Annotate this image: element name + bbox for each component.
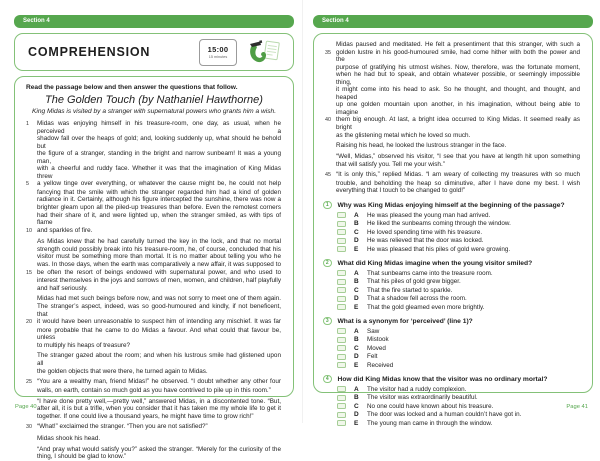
line-number <box>24 327 37 342</box>
answer-checkbox[interactable] <box>337 328 346 334</box>
line-number: 20 <box>26 319 32 326</box>
questions-list <box>323 201 583 428</box>
option-letter: C <box>354 402 359 410</box>
passage-paragraph <box>24 398 284 421</box>
passage-line <box>24 135 284 150</box>
line-number <box>323 187 336 195</box>
answer-checkbox[interactable] <box>337 287 346 293</box>
line-number <box>24 212 37 227</box>
passage-line <box>323 161 583 169</box>
passage-line <box>24 246 284 254</box>
answer-checkbox[interactable] <box>337 354 346 360</box>
passage-line-text: as the glistening metal which he loved so much. <box>336 131 471 139</box>
line-number <box>323 71 336 86</box>
passage-line <box>24 303 284 318</box>
passage-paragraph <box>323 171 583 195</box>
answer-checkbox[interactable] <box>337 403 346 409</box>
answer-checkbox[interactable] <box>337 304 346 310</box>
passage-line <box>323 41 583 49</box>
answer-checkbox[interactable] <box>337 395 346 401</box>
passage-intro: King Midas is visited by a stranger with supernatural powers who grants him a wish. <box>31 108 277 115</box>
line-number <box>24 413 37 421</box>
worm-mascot-icon <box>245 38 283 67</box>
option-letter: A <box>354 269 359 277</box>
question-text: How did King Midas know that the visitor was no ordinary mortal? <box>337 375 548 383</box>
passage-line <box>24 189 284 197</box>
option-text: Received <box>367 361 394 369</box>
passage-line <box>323 71 583 86</box>
passage-line <box>24 318 284 327</box>
page-number-right: Page 41 <box>566 404 588 410</box>
option-text: That sunbeams came into the treasure room. <box>367 269 493 277</box>
passage-line-text: “And pray what would satisfy you?” asked the stranger. “Merely for the curiosity of the <box>37 445 281 453</box>
option-letter: E <box>354 245 359 253</box>
passage-line-text: be often the resort of beings endowed with supernatural power, and who used to <box>37 268 281 276</box>
line-number <box>24 135 37 150</box>
passage-line <box>24 227 284 236</box>
option-text: That his piles of gold grew bigger. <box>367 278 461 286</box>
option-text: He loved spending time with his treasure. <box>367 228 483 236</box>
line-number: 40 <box>325 117 331 124</box>
passage-line-text: Raising his head, he looked the lustrous stranger in the face. <box>336 142 507 150</box>
line-number: 30 <box>26 424 32 431</box>
line-number <box>323 101 336 116</box>
answer-checkbox[interactable] <box>337 279 346 285</box>
passage-line-text: was. In those days, when the earth was comparatively a new affair, it was supposed to <box>37 261 281 269</box>
line-number <box>24 446 37 454</box>
line-number <box>24 246 37 254</box>
passage-line-text: “Well, Midas,” observed his visitor, “I see that you have at length hit upon something <box>336 153 580 161</box>
passage-paragraph <box>24 378 284 394</box>
passage-line-text: visitor must be something more than mortal. It is no matter about telling you who he <box>37 253 281 261</box>
page-right <box>302 0 599 427</box>
passage-line-text: Midas was enjoying himself in his treasure-room, one day, as usual, when he perceived a <box>37 120 281 135</box>
passage-right <box>323 41 583 195</box>
passage-line <box>24 378 284 387</box>
passage-line <box>323 153 583 161</box>
question-number-badge: 3 <box>323 317 332 326</box>
passage-line <box>323 171 583 180</box>
timer-unit-label: 15 minutes <box>208 54 228 59</box>
passage-line <box>323 49 583 64</box>
option-text: The visitor was extraordinarily beautiful. <box>367 394 478 402</box>
line-number <box>323 86 336 101</box>
option-text: That a shadow fell across the room. <box>367 295 467 303</box>
line-number <box>24 387 37 395</box>
passage-line-text: “It is only this,” replied Midas. “I am weary of collecting my treasures with so much <box>336 171 580 179</box>
passage-line <box>323 180 583 188</box>
option-text: Moved <box>367 344 386 352</box>
option-letter: D <box>354 237 359 245</box>
answer-checkbox[interactable] <box>337 296 346 302</box>
line-number <box>24 277 37 285</box>
line-number <box>323 64 336 72</box>
line-number <box>24 238 37 246</box>
option-text: Mistook <box>367 336 389 344</box>
passage-paragraph <box>24 423 284 432</box>
passage-line-text: interest themselves in the joys and sorrows of men, women, and children, half playfully <box>37 277 281 285</box>
passage-line <box>24 204 284 212</box>
passage-line-text: together. If one could live a thousand years, he might have time to grow rich!” <box>37 412 254 420</box>
answer-option-row <box>337 335 583 344</box>
option-text: He was pleased that his piles of gold were growing. <box>367 245 511 253</box>
passage-line-text: trouble, and beholding the heap so diminutive, after I have done my best. I wish <box>336 179 580 187</box>
question-header <box>323 259 583 268</box>
option-text: Saw <box>367 327 380 335</box>
option-text: No one could have known about his treasure. <box>367 402 494 410</box>
line-number <box>323 153 336 161</box>
passage-line <box>24 120 284 135</box>
passage-paragraph <box>24 446 284 461</box>
passage-paragraph <box>323 153 583 168</box>
answer-option-row <box>337 385 583 394</box>
page-left <box>4 0 300 461</box>
question-header <box>323 201 583 210</box>
passage-line-text: the figure of a stranger, standing in the bright and narrow sunbeam! It was a young man, <box>37 150 281 165</box>
answer-checkbox[interactable] <box>337 386 346 392</box>
passage-line <box>24 238 284 246</box>
passage-line-text: when he had but to speak, and obtain whatever possible, or seemingly impossible thing, <box>336 71 580 86</box>
question-number-badge: 2 <box>323 259 332 268</box>
line-number <box>323 41 336 49</box>
question-header <box>323 375 583 384</box>
passage-line-text: a yellow tinge over everything, or whatever the cause might be, he could not help <box>37 180 281 188</box>
answer-option-row <box>337 228 583 237</box>
passage-line <box>24 423 284 432</box>
passage-line <box>24 150 284 165</box>
line-number <box>24 196 37 204</box>
passage-line-text: Midas paused and meditated. He felt a presentiment that this stranger, with such a <box>336 41 580 48</box>
passage-line <box>24 165 284 180</box>
passage-line-text: Midas shook his head. <box>37 435 101 443</box>
passage-line <box>24 352 284 367</box>
option-letter: A <box>354 385 359 393</box>
question-block <box>323 317 583 370</box>
answer-option-row <box>337 236 583 245</box>
question-text: What is a synonym for ‘perceived’ (line 1)? <box>337 317 473 325</box>
question-block <box>323 375 583 428</box>
passage-line-text: radiance in it. Certainly, although his figure intercepted the sunshine, there was now a <box>37 196 281 204</box>
passage-line <box>323 132 583 140</box>
option-letter: A <box>354 327 359 335</box>
answer-checkbox[interactable] <box>337 270 346 276</box>
line-number <box>24 368 37 376</box>
passage-line <box>24 453 284 461</box>
line-number <box>323 142 336 150</box>
passage-line <box>24 398 284 406</box>
answer-option-row <box>337 344 583 353</box>
line-number: 25 <box>26 379 32 386</box>
passage-line-text: brighter gleam upon all the piled-up treasures than before. Even the remotest corners <box>37 204 281 212</box>
question-text: What did King Midas imagine when the young visitor smiled? <box>337 259 533 267</box>
answer-option-row <box>337 419 583 428</box>
passage-line <box>24 253 284 261</box>
answer-option-row <box>337 277 583 286</box>
question-number-badge: 1 <box>323 201 332 210</box>
option-letter: E <box>354 361 359 369</box>
option-letter: C <box>354 228 359 236</box>
passage-paragraph <box>24 295 284 349</box>
passage-line <box>323 116 583 131</box>
option-text: He was relieved that the door was locked. <box>367 237 484 245</box>
passage-line-text: The stranger gazed about the room; and when his lustrous smile had glistened upon all <box>37 352 281 367</box>
option-text: That the fire started to sparkle. <box>367 286 453 294</box>
passage-line-text: and half seriously. <box>37 284 88 292</box>
passage-line-text: The stranger’s aspect, indeed, was so good-humoured and kindly, if not beneficent, that <box>37 302 281 318</box>
answer-checkbox[interactable] <box>337 420 346 426</box>
passage-line-text: it would have been unreasonable to suspect him of intending any mischief. It was far <box>37 318 281 326</box>
passage-line <box>323 142 583 150</box>
passage-paragraph <box>24 238 284 292</box>
line-number: 5 <box>26 181 29 188</box>
passage-paragraph <box>24 120 284 235</box>
question-block <box>323 201 583 254</box>
line-number: 45 <box>325 172 331 179</box>
passage-line-text: more probable that he came to do Midas a favour. And what could that favour be, unless <box>37 326 281 342</box>
answer-option-row <box>337 303 583 312</box>
passage-line-text: everything that I touch to be changed to gold!” <box>336 187 466 195</box>
answer-checkbox[interactable] <box>337 362 346 368</box>
answer-option-row <box>337 352 583 361</box>
line-number <box>323 180 336 188</box>
passage-line-text: with a cheerful and ruddy face. Whether it was that the imagination of King Midas threw <box>37 165 281 180</box>
passage-line <box>24 387 284 395</box>
option-text: The young man came in through the window. <box>367 419 493 427</box>
passage-paragraph <box>24 352 284 375</box>
answer-checkbox[interactable] <box>337 221 346 227</box>
passage-paragraph <box>323 41 583 139</box>
answer-option-row <box>337 245 583 254</box>
passage-line <box>24 196 284 204</box>
passage-paragraph <box>323 142 583 150</box>
line-number <box>24 435 37 443</box>
passage-line <box>24 342 284 350</box>
answer-option-row <box>337 269 583 278</box>
passage-line <box>24 368 284 376</box>
answer-checkbox[interactable] <box>337 238 346 244</box>
answer-option-row <box>337 327 583 336</box>
answer-option-row <box>337 410 583 419</box>
option-letter: D <box>354 411 359 419</box>
answer-checkbox[interactable] <box>337 337 346 343</box>
passage-line <box>24 327 284 342</box>
passage-line-text: to multiply his heaps of treasure? <box>37 341 131 349</box>
option-text: The visitor had a ruddy complexion. <box>367 385 467 393</box>
page-number-left: Page 40 <box>15 404 37 410</box>
passage-line-text: and sparkles of fire. <box>37 226 93 234</box>
line-number <box>323 161 336 169</box>
answer-checkbox[interactable] <box>337 345 346 351</box>
option-letter: B <box>354 220 359 228</box>
answer-option-row <box>337 402 583 411</box>
timer-badge <box>199 39 237 66</box>
option-text: He was pleased the young man had arrived. <box>367 211 491 219</box>
passage-line <box>323 86 583 101</box>
passage-line-text: purpose of gratifying his utmost wishes. Now, therefore, was the fortunate moment, <box>336 63 580 71</box>
option-letter: A <box>354 211 359 219</box>
passage-line-text: after all, it is but a trifle, when you consider that it has taken me my whole life to get it <box>37 405 281 413</box>
passage-line <box>323 101 583 116</box>
option-letter: E <box>354 303 359 311</box>
answer-checkbox[interactable] <box>337 212 346 218</box>
passage-line-text: “I have done pretty well,—pretty well,” answered Midas, in a discontented tone. “But, <box>37 397 281 405</box>
comprehension-header-box <box>14 33 294 71</box>
answer-option-row <box>337 393 583 402</box>
line-number <box>323 132 336 140</box>
option-letter: C <box>354 344 359 352</box>
option-letter: E <box>354 419 359 427</box>
passage-line-text: golden lustre in his good-humoured smile, had come hither with both the power and the <box>336 48 580 64</box>
passage-line <box>323 64 583 72</box>
passage-line-text: that will satisfy you. Tell me your wish.” <box>336 160 445 168</box>
line-number <box>24 453 37 461</box>
answer-option-row <box>337 219 583 228</box>
passage-line <box>323 187 583 195</box>
passage-line-text: the golden objects that were there, he turned again to Midas. <box>37 367 208 375</box>
option-letter: B <box>354 278 359 286</box>
option-text: Felt <box>367 353 378 361</box>
question-header <box>323 317 583 326</box>
instruction-text: Read the passage below and then answer the questions that follow. <box>26 84 238 91</box>
passage-line-text: had their share of it, and were lighted up, when the stranger smiled, as with tips of flame <box>37 211 281 227</box>
option-text: That the gold gleamed even more brightly. <box>367 303 485 311</box>
passage-left <box>24 120 284 461</box>
passage-line-text: up one golden mountain upon another, in his imagination, without being able to imagine <box>336 101 580 116</box>
answer-checkbox[interactable] <box>337 229 346 235</box>
line-number <box>24 295 37 303</box>
passage-line-text: Midas had met such beings before now, and was not sorry to meet one of them again. <box>37 295 281 303</box>
passage-line <box>24 435 284 443</box>
question-number-badge: 4 <box>323 375 332 384</box>
passage-paragraph <box>24 435 284 443</box>
answer-option-row <box>337 294 583 303</box>
line-number <box>24 342 37 350</box>
page-title: COMPREHENSION <box>28 45 151 59</box>
passage-line <box>24 285 284 293</box>
line-number <box>24 285 37 293</box>
passage-line-text: them big enough. At last, a bright idea occurred to King Midas. It seemed really as bright <box>336 116 580 132</box>
answer-checkbox[interactable] <box>337 246 346 252</box>
passage-line-text: As Midas knew that he had carefully turned the key in the lock, and that no mortal <box>37 238 281 246</box>
passage-line <box>24 180 284 189</box>
line-number <box>24 303 37 318</box>
passage-line-text: “You are a wealthy man, friend Midas!” he observed. “I doubt whether any other four <box>37 378 281 386</box>
passage-line <box>24 212 284 227</box>
option-letter: D <box>354 295 359 303</box>
passage-line-text: fancying that the smile with which the stranger regarded him had a kind of golden <box>37 188 281 196</box>
line-number <box>24 189 37 197</box>
section-header-left: Section 4 <box>14 15 294 28</box>
passage-line <box>24 295 284 303</box>
question-block <box>323 259 583 312</box>
option-letter: C <box>354 286 359 294</box>
line-number <box>24 253 37 261</box>
passage-line <box>24 405 284 413</box>
passage-line-text: shadow fall over the heaps of gold; and, looking suddenly up, what should he behold but <box>37 135 281 150</box>
line-number <box>24 150 37 165</box>
passage-line-text: strength could possibly break into his treasure-room, he, of course, concluded that his <box>37 245 281 253</box>
passage-line <box>24 277 284 285</box>
line-number <box>24 204 37 212</box>
option-letter: B <box>354 394 359 402</box>
answer-option-row <box>337 361 583 370</box>
option-letter: D <box>354 353 359 361</box>
line-number <box>24 165 37 180</box>
passage-line-text: “What!” exclaimed the stranger. “Then you are not satisfied?” <box>37 423 208 431</box>
question-text: Why was King Midas enjoying himself at the beginning of the passage? <box>337 201 565 209</box>
option-text: The door was locked and a human couldn’t have got in. <box>367 411 522 419</box>
line-number: 10 <box>26 227 32 234</box>
line-number <box>24 261 37 269</box>
timer-value: 15:00 <box>207 45 229 55</box>
option-letter: B <box>354 336 359 344</box>
passage-line <box>24 261 284 269</box>
passage-line <box>24 413 284 421</box>
line-number: 15 <box>26 269 32 276</box>
passage-line-text: it might come into his head to ask. So he thought, and thought, and thought, and heaped <box>336 86 580 101</box>
passage-line-text: walls, on earth, contain so much gold as you have contrived to pile up in this room.” <box>37 386 271 394</box>
passage-line <box>24 269 284 278</box>
line-number: 35 <box>325 49 331 56</box>
section-header-right: Section 4 <box>313 15 593 28</box>
line-number <box>24 352 37 367</box>
passage-title: The Golden Touch (by Nathaniel Hawthorne) <box>45 94 263 106</box>
passage-line <box>24 446 284 454</box>
option-text: He liked the sunbeams coming through the window. <box>367 220 511 228</box>
answer-option-row <box>337 211 583 220</box>
passage-line-text: thing, I should be glad to know.” <box>37 453 127 461</box>
line-number: 1 <box>26 121 29 127</box>
answer-checkbox[interactable] <box>337 412 346 418</box>
answer-option-row <box>337 286 583 295</box>
